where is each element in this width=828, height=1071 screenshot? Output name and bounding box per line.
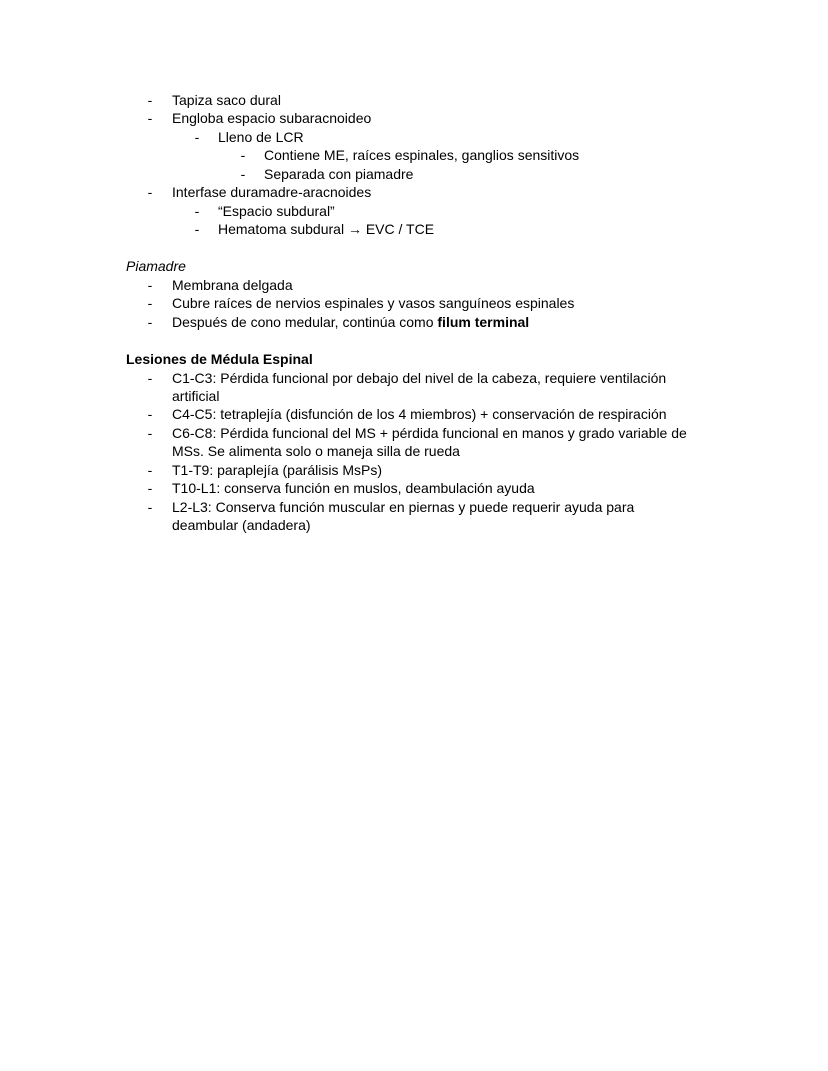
list-item-text: Lleno de LCR bbox=[218, 129, 304, 145]
bullet-dash: - bbox=[240, 166, 246, 182]
list-item-text: Interfase duramadre-aracnoides bbox=[172, 184, 372, 200]
list-item-text: T10-L1: conserva función en muslos, deambulación ayuda bbox=[172, 480, 535, 496]
list-item-text bbox=[172, 313, 529, 332]
list-item-text: deambular (andadera) bbox=[172, 517, 311, 533]
list-item-text: “Espacio subdural” bbox=[218, 203, 335, 219]
bullet-dash: - bbox=[147, 92, 153, 108]
list-item-text: L2-L3: Conserva función muscular en piernas y puede requerir ayuda para bbox=[172, 499, 635, 515]
bullet-dash: - bbox=[194, 203, 200, 219]
bullet-dash: - bbox=[194, 221, 200, 237]
list-item-text: T1-T9: paraplejía (parálisis MsPs) bbox=[172, 462, 383, 478]
bullet-dash: - bbox=[194, 129, 200, 145]
section-heading: Piamadre bbox=[126, 258, 186, 274]
list-item-text: artificial bbox=[172, 388, 220, 404]
bullet-dash: - bbox=[147, 370, 153, 386]
list-item-text: Separada con piamadre bbox=[264, 166, 414, 182]
bullet-dash: - bbox=[147, 295, 153, 311]
bullet-dash: - bbox=[147, 277, 153, 293]
list-item-text: Engloba espacio subaracnoideo bbox=[172, 110, 372, 126]
bullet-dash: - bbox=[147, 499, 153, 515]
bullet-dash: - bbox=[147, 184, 153, 200]
list-item-text-bold: filum terminal bbox=[437, 314, 530, 330]
bullet-dash: - bbox=[147, 110, 153, 126]
list-item-text: Tapiza saco dural bbox=[172, 92, 281, 108]
bullet-dash: - bbox=[147, 406, 153, 422]
list-item-text: Contiene ME, raíces espinales, ganglios sensitivos bbox=[264, 147, 580, 163]
list-item-text: Cubre raíces de nervios espinales y vasos sanguíneos espinales bbox=[172, 295, 575, 311]
list-item-text: C1-C3: Pérdida funcional por debajo del nivel de la cabeza, requiere ventilación bbox=[172, 370, 667, 386]
list-item-text-plain: Después de cono medular, continúa como bbox=[172, 314, 438, 330]
list-item-text: C4-C5: tetraplejía (disfunción de los 4 miembros) + conservación de respiración bbox=[172, 406, 667, 422]
bullet-dash: - bbox=[147, 462, 153, 478]
list-item-text: MSs. Se alimenta solo o maneja silla de rueda bbox=[172, 443, 460, 459]
list-item-text: Hematoma subdural → EVC / TCE bbox=[218, 221, 435, 237]
bullet-dash: - bbox=[240, 147, 246, 163]
section-heading: Lesiones de Médula Espinal bbox=[126, 351, 313, 367]
bullet-dash: - bbox=[147, 480, 153, 496]
bullet-dash: - bbox=[147, 425, 153, 441]
bullet-dash: - bbox=[147, 314, 153, 330]
list-item-text: C6-C8: Pérdida funcional del MS + pérdida funcional en manos y grado variable de bbox=[172, 425, 687, 441]
list-item-text: Membrana delgada bbox=[172, 277, 293, 293]
